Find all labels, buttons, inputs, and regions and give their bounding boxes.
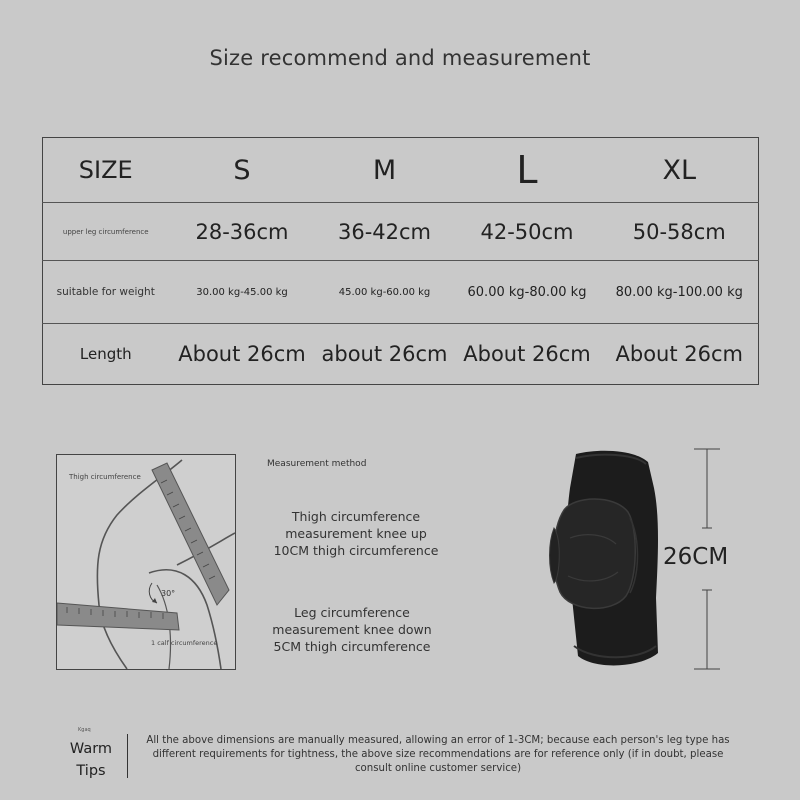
measurement-method-title: Measurement method [267,459,367,469]
text-line: measurement knee up [285,526,427,541]
table-cell: 45.00 kg-60.00 kg [316,261,454,324]
table-cell: 50-58cm [601,203,759,261]
table-cell: About 26cm [454,324,601,385]
table-row [43,203,759,261]
row-label-length: Length [43,324,169,385]
text-line: 10CM thigh circumference [273,543,439,558]
leg-measurement-diagram [56,454,236,670]
text-line: Leg circumference [294,605,410,620]
row-label-weight: suitable for weight [43,261,169,324]
warm-tips-text [133,734,743,776]
tips-caption: Kgaq [78,727,91,733]
table-row [43,261,759,324]
table-cell: 28-36cm [169,203,316,261]
knee-pad-length-label: 26CM [663,544,729,570]
leg-measurement-text [232,604,472,655]
table-cell: 36-42cm [316,203,454,261]
table-cell: 30.00 kg-45.00 kg [169,261,316,324]
calf-circumference-label: 1 calf circumference [151,639,218,647]
thigh-circumference-label: Thigh circumference [69,473,141,481]
row-label-upper-leg: upper leg circumference [43,203,169,261]
header-l: L [516,148,538,192]
table-cell: about 26cm [316,324,454,385]
text-line: Tips [76,763,106,779]
thigh-measurement-text [236,508,476,559]
leg-sketch-illustration [57,455,235,669]
text-line: Warm [69,741,113,757]
table-cell: About 26cm [601,324,759,385]
page-title: Size recommend and measurement [209,46,591,70]
tips-divider [127,734,128,778]
table-cell: 80.00 kg-100.00 kg [601,261,759,324]
text-line: 5CM thigh circumference [273,639,431,654]
table-cell: 60.00 kg-80.00 kg [454,261,601,324]
angle-label: 30° [161,589,176,598]
table-cell: About 26cm [169,324,316,385]
header-xl: XL [662,154,697,186]
table-row [43,324,759,385]
knee-pad-image [540,448,675,670]
warm-tips-title [62,738,120,782]
text-line: measurement knee down [272,622,432,637]
header-size: SIZE [78,156,133,184]
header-s: S [233,154,251,186]
size-table [42,137,759,385]
table-cell: 42-50cm [454,203,601,261]
table-header-row [43,138,759,203]
text-line: different requirements for tightness, the above size recommendations are for reference only (if in doubt, please [152,749,724,760]
text-line: Thigh circumference [291,509,421,524]
text-line: All the above dimensions are manually measured, allowing an error of 1-3CM; because each person's leg type has [146,735,730,746]
text-line: consult online customer service) [354,763,522,774]
header-m: M [372,154,397,186]
